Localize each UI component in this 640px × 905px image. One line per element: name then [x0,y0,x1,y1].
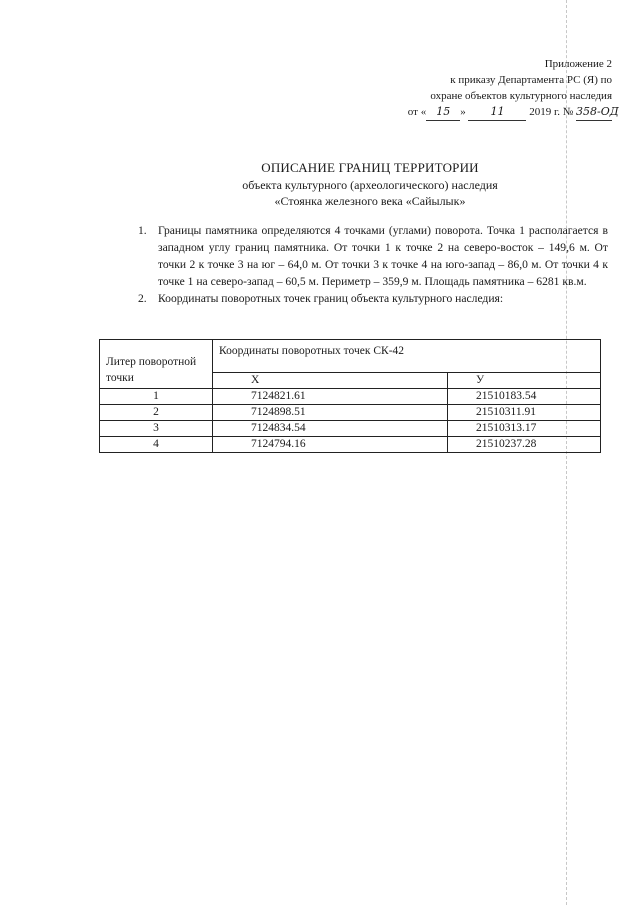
cell-y: 21510311.91 [448,405,601,421]
header-coordinates-group: Координаты поворотных точек СК-42 [213,340,601,373]
handwritten-day: 15 [426,104,460,121]
cell-point: 4 [100,437,213,453]
header-x: X [213,373,448,389]
cell-x: 7124898.51 [213,405,448,421]
header-point-label: Литер поворотной точки [100,340,213,389]
handwritten-number: 358-ОД [576,104,612,121]
list-item [138,290,608,307]
table-row [100,421,601,437]
appendix-line-3: охране объектов культурного наследия [430,90,612,102]
handwritten-month: 11 [468,104,526,121]
coordinates-table [99,339,601,453]
description-list [138,222,608,307]
cell-y: 21510313.17 [448,421,601,437]
site-name: «Стоянка железного века «Сайылык» [274,194,466,208]
list-item-text: Координаты поворотных точек границ объекта культурного наследия: [158,292,504,305]
cell-point: 1 [100,389,213,405]
cell-point: 3 [100,421,213,437]
table-header-row [100,340,601,373]
table-row [100,405,601,421]
document-title: ОПИСАНИЕ ГРАНИЦ ТЕРРИТОРИИ [261,160,479,175]
table-row [100,437,601,453]
date-mid: » [460,106,466,118]
table-row [100,389,601,405]
list-item-text: Границы памятника определяются 4 точками (углами) поворота. Точка 1 располагается в западном углу границ памятника. От точки 1 к точке 2 на северо-восток – 149,6 м. От точки 2 к точке 3 на юг – 64,0 м. От точки 3 к точке 4 на юго-запад – 86,0 м. От точки 4 к точке 1 на северо-запад – 60,5 м. Периметр – 359,9 м. Площадь памятника – 6281 кв.м. [158,224,608,288]
document-subtitle: объекта культурного (археологического) наследия [242,178,498,192]
appendix-line-2: к приказу Департамента РС (Я) по [450,74,612,86]
list-item-number: 2. [138,292,147,305]
appendix-date-line [372,104,619,121]
list-item [138,222,608,290]
cell-y: 21510237.28 [448,437,601,453]
cell-x: 7124821.61 [213,389,448,405]
appendix-header [372,56,619,121]
cell-x: 7124834.54 [213,421,448,437]
date-prefix: от « [407,106,427,118]
header-y: У [448,373,601,389]
cell-point: 2 [100,405,213,421]
cell-y: 21510183.54 [448,389,601,405]
appendix-line-1: Приложение 2 [544,58,612,70]
list-item-number: 1. [138,224,147,237]
cell-x: 7124794.16 [213,437,448,453]
date-year: 2019 г. № [529,106,574,118]
